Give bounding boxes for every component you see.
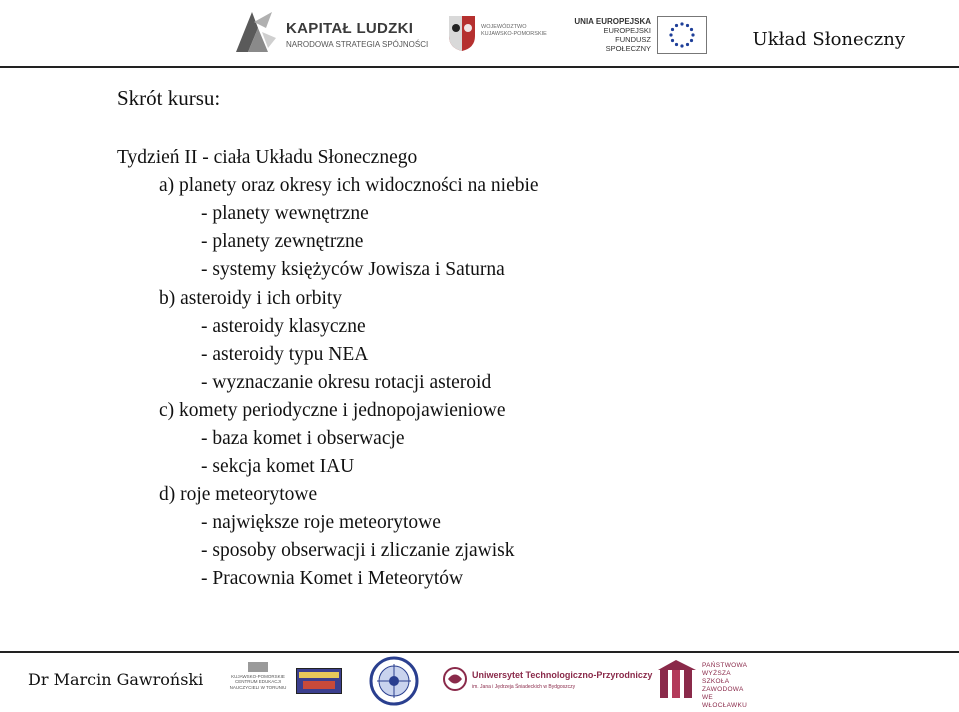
author-name: Dr Marcin Gawroński: [28, 670, 204, 689]
partner-badge-icon: [296, 668, 342, 694]
kapital-ludzki-emblem-icon: [232, 8, 282, 56]
outline-line-item: - wyznaczanie okresu rotacji asteroid: [201, 372, 492, 393]
ue-line2: EUROPEJSKI: [603, 26, 651, 35]
centrum-emblem-icon: [248, 662, 268, 672]
wojewodztwo-logo: [447, 14, 557, 54]
ue-line1: UNIA EUROPEJSKA: [574, 17, 651, 26]
utp-emblem-icon: [442, 666, 468, 692]
outline-line-section-a: a) planety oraz okresy ich widoczności na niebie: [159, 175, 539, 196]
astronomy-society-seal-icon: [366, 656, 422, 706]
outline-line-item: - systemy księżyców Jowisza i Saturna: [201, 259, 505, 280]
pwsz-logo: [656, 660, 756, 709]
centrum-edukacji-logo: [222, 662, 294, 696]
header: [0, 0, 959, 66]
outline-line-item: - asteroidy klasyczne: [201, 316, 366, 337]
kapital-ludzki-subtitle: NARODOWA STRATEGIA SPÓJNOŚCI: [286, 40, 429, 49]
pwsz-text: PAŃSTWOWA WYŻSZA SZKOŁA ZAWODOWA WE WŁOCŁAWKU: [702, 662, 748, 709]
kapital-ludzki-name: KAPITAŁ LUDZKI: [286, 20, 414, 37]
outline-line-item: - planety zewnętrzne: [201, 231, 364, 252]
ue-line3: FUNDUSZ SPOŁECZNY: [605, 35, 651, 53]
outline-line-item: - planety wewnętrzne: [201, 203, 369, 224]
eu-flag-icon: [657, 16, 707, 54]
wojewodztwo-text: WOJEWÓDZTWO KUJAWSKO-POMORSKIE: [481, 24, 547, 37]
outline-line-section-d: d) roje meteorytowe: [159, 484, 318, 505]
pwsz-emblem-icon: [656, 660, 698, 702]
utp-subtitle: im. Jana i Jędrzeja Śniadeckich w Bydgoszczy: [472, 684, 576, 690]
page-title: Układ Słoneczny: [752, 29, 905, 50]
outline-line-item: - asteroidy typu NEA: [201, 344, 369, 365]
outline-line-item: - sposoby obserwacji i zliczanie zjawisk: [201, 540, 515, 561]
footer-divider: [0, 651, 959, 653]
utp-name: Uniwersytet Technologiczno-Przyrodniczy: [472, 670, 653, 680]
outline-line-week: Tydzień II - ciała Układu Słonecznego: [117, 147, 418, 168]
outline-line-item: - największe roje meteorytowe: [201, 512, 441, 533]
header-divider: [0, 66, 959, 68]
centrum-text: KUJAWSKO-POMORSKIE CENTRUM EDUKACJI NAUCZYCIELI W TORUNIU: [229, 673, 287, 690]
outline-line-item: - Pracownia Komet i Meteorytów: [201, 568, 464, 589]
outline-line-item: - baza komet i obserwacje: [201, 428, 405, 449]
utp-logo: [442, 666, 653, 696]
unia-europejska-logo: [565, 14, 715, 54]
outline-line-section-b: b) asteroidy i ich orbity: [159, 288, 343, 309]
ue-text-block: [569, 17, 651, 53]
outline-line-section-c: c) komety periodyczne i jednopojawieniowe: [159, 400, 506, 421]
voivodeship-coat-of-arms-icon: [447, 14, 477, 52]
outline-heading: Skrót kursu:: [117, 86, 221, 110]
kapital-ludzki-logo: [232, 8, 438, 56]
outline-line-item: - sekcja komet IAU: [201, 456, 355, 477]
